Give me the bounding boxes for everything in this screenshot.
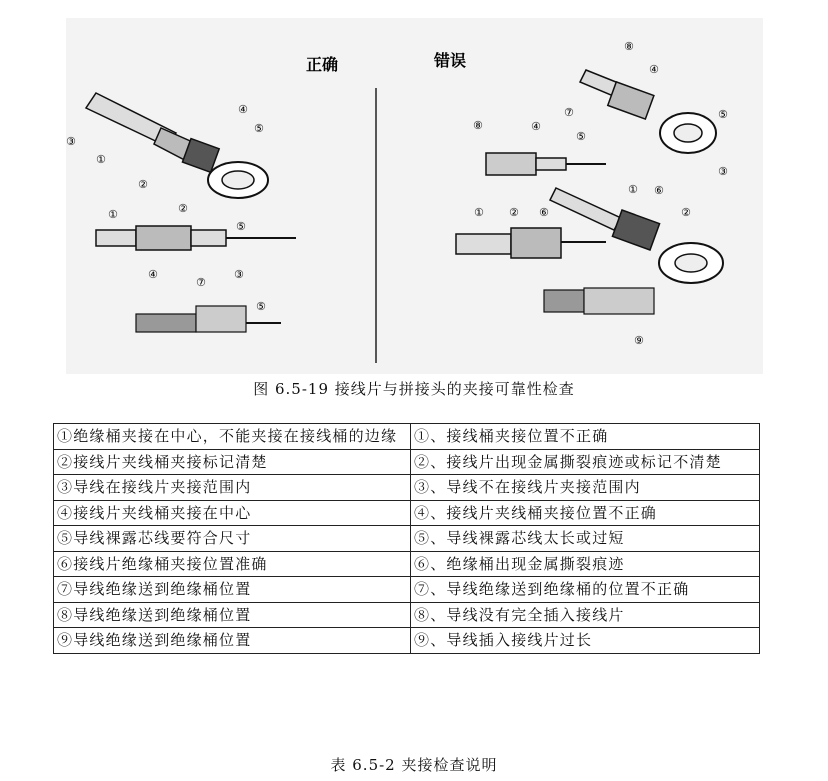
- callout: ②: [138, 178, 148, 191]
- callout: ⑧: [624, 40, 634, 53]
- callout: ⑤: [254, 122, 264, 135]
- wrong-criterion-cell: ⑧、导线没有完全插入接线片: [411, 602, 760, 628]
- table-row: [54, 526, 760, 552]
- wrong-criterion-cell: ②、接线片出现金属撕裂痕迹或标记不清楚: [411, 449, 760, 475]
- callout: ⑤: [576, 130, 586, 143]
- callout: ⑧: [473, 119, 483, 132]
- figure-drawing: [66, 18, 763, 374]
- callout: ①: [474, 206, 484, 219]
- callout: ②: [178, 202, 188, 215]
- callout: ⑦: [196, 276, 206, 289]
- correct-criterion-cell: ⑨导线绝缘送到绝缘桶位置: [54, 628, 411, 654]
- butt-splice-wrong-bottom: [456, 228, 606, 258]
- wrong-criterion-cell: ⑥、绝缘桶出现金属撕裂痕迹: [411, 551, 760, 577]
- butt-splice-correct: [96, 226, 296, 250]
- table-row: [54, 424, 760, 450]
- wrong-criterion-cell: ④、接线片夹线桶夹接位置不正确: [411, 500, 760, 526]
- correct-criterion-cell: ⑧导线绝缘送到绝缘桶位置: [54, 602, 411, 628]
- ring-terminal-wrong-bottom: [550, 188, 723, 283]
- callout: ⑦: [564, 106, 574, 119]
- table-row: [54, 475, 760, 501]
- table-row: [54, 500, 760, 526]
- crimp-check-table-body: [54, 424, 760, 654]
- wrong-criterion-cell: ①、接线桶夹接位置不正确: [411, 424, 760, 450]
- callout: ④: [531, 120, 541, 133]
- wrong-criterion-cell: ⑨、导线插入接线片过长: [411, 628, 760, 654]
- figure-caption: 图 6.5-19 接线片与拼接头的夹接可靠性检查: [253, 380, 575, 398]
- callout: ④: [238, 103, 248, 116]
- table-row: [54, 577, 760, 603]
- callout: ③: [234, 268, 244, 281]
- callout: ⑥: [654, 184, 664, 197]
- correct-criterion-cell: ②接线片夹线桶夹接标记清楚: [54, 449, 411, 475]
- callout: ①: [96, 153, 106, 166]
- callout: ②: [681, 206, 691, 219]
- header-correct: 正确: [306, 55, 339, 74]
- correct-criterion-cell: ⑤导线裸露芯线要符合尺寸: [54, 526, 411, 552]
- callout: ④: [148, 268, 158, 281]
- correct-criterion-cell: ⑥接线片绝缘桶夹接位置准确: [54, 551, 411, 577]
- table-row: [54, 449, 760, 475]
- callout: ⑤: [718, 108, 728, 121]
- wrong-criterion-cell: ⑦、导线绝缘送到绝缘桶的位置不正确: [411, 577, 760, 603]
- callout: ⑤: [256, 300, 266, 313]
- table-caption: 表 6.5-2 夹接检查说明: [330, 756, 498, 774]
- callout: ③: [66, 135, 76, 148]
- crimp-check-table: [53, 423, 760, 654]
- table-row: [54, 551, 760, 577]
- correct-criterion-cell: ④接线片夹线桶夹接在中心: [54, 500, 411, 526]
- wrong-criterion-cell: ③、导线不在接线片夹接范围内: [411, 475, 760, 501]
- callout: ①: [628, 183, 638, 196]
- callout: ⑨: [634, 334, 644, 347]
- header-wrong: 错误: [434, 51, 467, 70]
- cross-section-wrong: [544, 288, 654, 314]
- table-row: [54, 628, 760, 654]
- butt-splice-wrong-top: [486, 153, 606, 175]
- correct-criterion-cell: ③导线在接线片夹接范围内: [54, 475, 411, 501]
- callout: ③: [718, 165, 728, 178]
- callout: ⑥: [539, 206, 549, 219]
- callout: ⑤: [236, 220, 246, 233]
- crimp-inspection-figure: [66, 18, 763, 374]
- callout: ②: [509, 206, 519, 219]
- correct-criterion-cell: ⑦导线绝缘送到绝缘桶位置: [54, 577, 411, 603]
- ring-terminal-wrong-top: [580, 70, 716, 153]
- table-row: [54, 602, 760, 628]
- callout: ④: [649, 63, 659, 76]
- wrong-criterion-cell: ⑤、导线裸露芯线太长或过短: [411, 526, 760, 552]
- callout: ①: [108, 208, 118, 221]
- correct-criterion-cell: ①绝缘桶夹接在中心，不能夹接在接线桶的边缘: [54, 424, 411, 450]
